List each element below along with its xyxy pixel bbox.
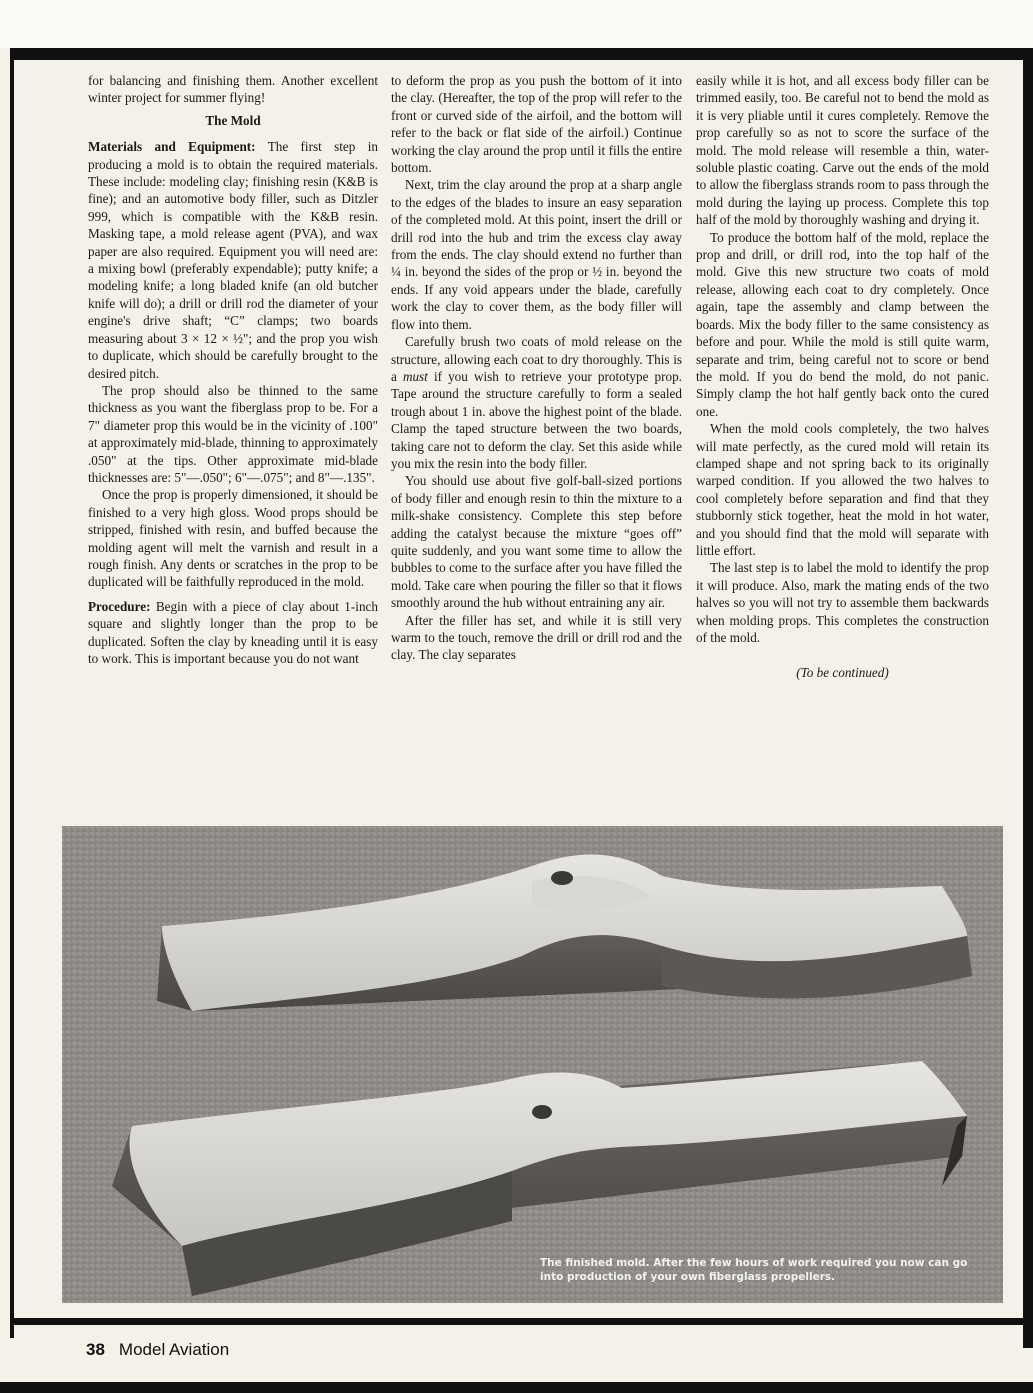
article-column-2 — [391, 72, 682, 664]
materials-lead: Materials and Equipment: — [88, 139, 256, 155]
intro-paragraph: for balancing and finishing them. Another excellent winter project for summer flying! — [88, 73, 378, 106]
page-bottom-edge — [0, 1382, 1033, 1393]
section-heading: The Mold — [205, 112, 261, 128]
mold-photo — [62, 826, 1003, 1303]
brush-paragraph — [391, 333, 682, 472]
trim-paragraph: Next, trim the clay around the prop at a sharp angle to the edges of the blades to insure an easy separation of the completed mold. At this point, insert the drill or drill rod into the hub and trim the excess clay away from the ends. The clay should extend no further than ¼ in. beyond the sides of the prop or ½ in. beyond the ends. If any void appears under the blade, carefully work the clay to cover them, as the body filler will flow into them. — [391, 177, 682, 332]
easily-paragraph: easily while it is hot, and all excess body filler can be trimmed easily, too. Be careful not to bend the mold as it is very pliable until it cures completely. Remove the prop carefully so as not to score the surface of the mold. The mold release will resemble a thin, water-soluble plastic coating. Carve out the ends of the mold to allow the fiberglass strands room to pass through the mold during the laying up process. Complete this top half of the mold by thoroughly washing and drying it. — [696, 73, 989, 228]
materials-paragraph — [88, 138, 378, 382]
magazine-name: Model Aviation — [118, 1340, 230, 1359]
thinning-paragraph: The prop should also be thinned to the same thickness as you want the fiberglass prop to be. For a 7" diameter prop this would be in the vicinity of .100" at approximately mid-blade, thinning to approximately .050" at the tips. Other approximate mid-blade thicknesses are: 5"—.050"; 6"—.075"; and 8"—.135". — [88, 382, 378, 485]
page-footer — [86, 1340, 229, 1360]
bottom-border-rule — [10, 1318, 1033, 1325]
body-filler-paragraph: You should use about five golf-ball-sized portions of body filler and enough resin to thin the mixture to a milk-shake consistency. Complete this step before adding the catalyst because the mixture “goes off” quite suddenly, and you want some time to allow the bubbles to come to the surface after you have filled the mold. Take care when pouring the filler so that it flows smoothly around the hub without entraining any air. — [391, 473, 682, 611]
brush-text-b: if you wish to retrieve your prototype prop. Tape around the structure carefully to form a sealed trough about 1 in. above the highest point of the blade. Clamp the taped structure between the two boards, taking care not to deform the clay. Set this aside while you mix the resin into the body filler. — [391, 368, 682, 471]
article-column-1 — [88, 72, 378, 667]
right-border-rule — [1023, 48, 1033, 1348]
photo-caption: The finished mold. After the few hours of work required you now can go into production of your own fiberglass propellers. — [540, 1257, 968, 1283]
label-paragraph: The last step is to label the mold to identify the prop it will produce. Also, mark the mating ends of the two halves so you will not try to assemble them backwards when molding props. This completes the construction of the mold. — [696, 560, 989, 645]
procedure-text: Begin with a piece of clay about 1-inch square and slightly longer than the prop to be duplicated. Soften the clay by kneading until it is easy to work. This is important because you do not want — [88, 598, 378, 666]
bottom-half-paragraph: To produce the bottom half of the mold, replace the prop and drill, or drill rod, into the top half of the mold. Give this new structure two coats of mold release, allowing each coat to dry completely. Once again, tape the assembly and clamp between the boards. Mix the body filler to the same consistency as before and pour. While the mold is still quite warm, separate and trim, being careful not to score or bend the mold. If you do bend the mold, do not panic. Simply clamp the hot half gently back onto the cured one. — [696, 229, 989, 419]
after-set-paragraph: After the filler has set, and while it is still very warm to the touch, remove the drill or drill rod and the clay. The clay separates — [391, 612, 682, 663]
top-border-rule — [10, 48, 1033, 60]
page-top-margin — [0, 0, 1033, 48]
materials-text: The first step in producing a mold is to obtain the required materials. These include: modeling clay; finishing resin (K&B is fine); and an automotive body filler, such as Ditzler 999, which is compatible with the K&B resin. Masking tape, a mold release agent (PVA), and wax paper are also required. Equipment you will need are: a mixing bowl (preferably expendable); putty knife; a modeling knife; a long bladed knife (an old butcher knife will do); a drill or drill rod the diameter of your engine's drive shaft; “C” clamps; two boards measuring about 3 × 12 × ½"; and the prop you wish to duplicate, which should be carefully brought to the desired pitch. — [88, 139, 378, 381]
mold-photo-illustration — [62, 826, 1003, 1303]
procedure-lead: Procedure: — [88, 598, 151, 614]
article-column-3 — [696, 72, 989, 682]
finishing-paragraph: Once the prop is properly dimensioned, it should be finished to a very high gloss. Wood props should be stripped, finished with resin, and buffed because the molding agent will melt the varnish and result in a rough finish. Any dents or scratches in the prop to be duplicated will be faithfully reproduced in the mold. — [88, 487, 378, 590]
brush-text-a: Carefully brush two coats of mold release on the structure, allowing each coat to dry thoroughly. This is a — [391, 334, 682, 384]
page-number: 38 — [86, 1340, 105, 1359]
to-be-continued: (To be continued) — [796, 665, 889, 681]
procedure-paragraph — [88, 598, 378, 668]
deform-paragraph: to deform the prop as you push the bottom of it into the clay. (Hereafter, the top of the prop will refer to the front or curved side of the airfoil, and the bottom will refer to the back or flat side of the airfoil.) Continue working the clay around the prop until it fills the entire bottom. — [391, 73, 682, 176]
left-border-rule — [10, 48, 14, 1338]
cools-paragraph: When the mold cools completely, the two halves will mate perfectly, as the cured mold will retain its clamped shape and not spring back to its originally warped condition. If you allowed the two halves to cool completely before separation and find that they stubbornly stick together, heat the mold in hot water, and you should find that the mold will separate with little effort. — [696, 421, 989, 558]
brush-emphasis: must — [402, 368, 428, 384]
